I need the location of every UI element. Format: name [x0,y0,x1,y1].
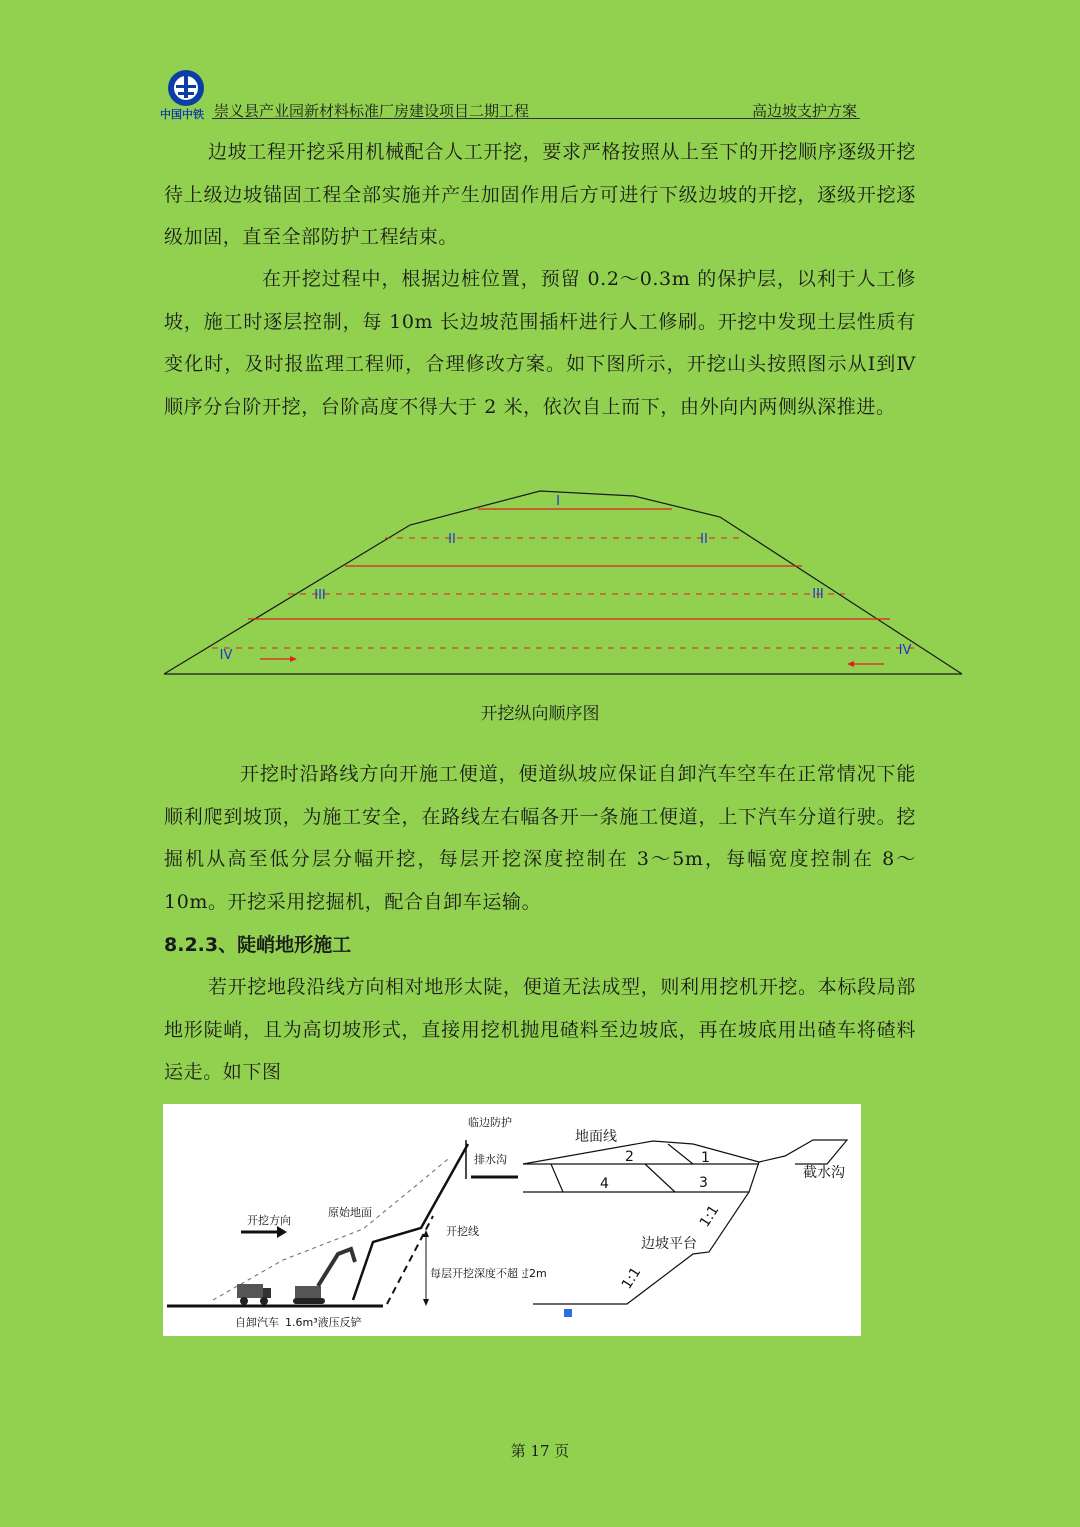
layered-excavation-panel [520,1104,847,1336]
layer-4-label: 4 [600,1176,609,1192]
direction-label: 开挖方向 [247,1214,291,1227]
header-project-title: 崇义县产业园新材料标准厂房建设项目二期工程 [214,102,530,120]
label-step-2-right: II [700,532,708,547]
figure-caption: 开挖纵向顺序图 [480,704,600,724]
steep-terrain-diagram [163,1104,861,1336]
ground-surface-line [523,1140,847,1164]
excavator-label: 1.6m³液压反铲 [285,1316,362,1329]
arrow-right-icon [260,656,297,662]
label-step-2-left: II [448,532,456,547]
depth-note-label: 每层开挖深度不超过2m [430,1267,547,1280]
marker-square-icon [564,1309,572,1317]
original-ground-label: 原始地面 [328,1206,372,1219]
layer-3-label: 3 [699,1175,708,1191]
layer-divider-a [551,1164,563,1192]
label-step-3-left: III [314,588,326,603]
logo-text: 中国中铁 [160,108,204,121]
depth-arrow-up-icon [423,1230,429,1237]
paragraph-steep-terrain: 若开挖地段沿线方向相对地形太陡，便道无法成型，则利用挖机开挖。本标段局部地形陡峭，且为高切坡形式，直接用挖机抛甩碴料至边坡底，再在坡底用出碴车将碴料运走。如下图 [164,976,916,1083]
label-step-4-left: IV [219,648,233,663]
dump-truck-label: 自卸汽车 [235,1316,279,1329]
excavator-icon [293,1249,355,1304]
label-step-4-right: IV [898,643,912,658]
header-topic-title: 高边坡支护方案 [751,102,857,120]
cut-line-label: 开挖线 [446,1225,479,1238]
slope-outline [164,491,962,674]
steep-terrain-svg [163,1104,861,1336]
direction-arrow-icon [241,1226,287,1238]
paragraph-construction-road: 开挖时沿路线方向开施工便道，便道纵坡应保证自卸汽车空车在正常情况下能顺利爬到坡顶，为施工安全，在路线左右幅各开一条施工便道，上下汽车分道行驶。挖掘机从高至低分层分幅开挖，每层开挖深度控制在 3～5m，每幅宽度控制在 8～10m。开挖采用挖掘机，配合自卸车运输。 [164,763,916,913]
layer-divider-b [668,1144,693,1164]
label-step-3-right: III [812,587,824,602]
cut-slope-panel [167,1115,547,1329]
dump-truck-icon [237,1284,271,1305]
ground-line-label: 地面线 [575,1129,617,1145]
arrow-left-icon [847,661,884,667]
page-header [160,68,860,120]
section-heading: 8.2.3、陡峭地形施工 [164,934,352,956]
cut-slope-line [533,1162,759,1304]
drain-ditch-label: 排水沟 [474,1153,507,1166]
paragraph-protection-layer: 在开挖过程中，根据边桩位置，预留 0.2～0.3m 的保护层，以利于人工修坡，施工时逐层控制，每 10m 长边坡范围插杆进行人工修刷。开挖中发现土层性质有变化时，及时报监理工程师，合理修改方案。如下图所示，开挖山头按照图示从Ⅰ到Ⅳ顺序分台阶开挖，台阶高度不得大于 2 米，依次自上而下，由外向内两侧纵深推进。 [164,268,916,418]
header-divider [212,118,860,119]
paragraph-excavation-order: 边坡工程开挖采用机械配合人工开挖，要求严格按照从上至下的开挖顺序逐级开挖待上级边坡锚固工程全部实施并产生加固作用后方可进行下级边坡的开挖，逐级开挖逐级加固，直至全部防护工程结束。 [164,141,916,248]
slope-platform-label: 边坡平台 [641,1236,697,1252]
layer-divider-c [645,1164,675,1192]
depth-arrow-down-icon [423,1299,429,1306]
label-step-1: I [556,494,560,509]
layer-2-label: 2 [625,1149,634,1165]
layer-1-label: 1 [701,1150,710,1166]
edge-protect-label: 临边防护 [468,1116,512,1129]
ratio-upper-label: 1:1 [696,1202,723,1231]
page-number: 第 17 页 [510,1442,570,1460]
intercept-ditch-label: 截水沟 [803,1165,845,1181]
excavation-sequence-diagram [160,484,966,680]
ratio-lower-label: 1:1 [618,1264,645,1293]
